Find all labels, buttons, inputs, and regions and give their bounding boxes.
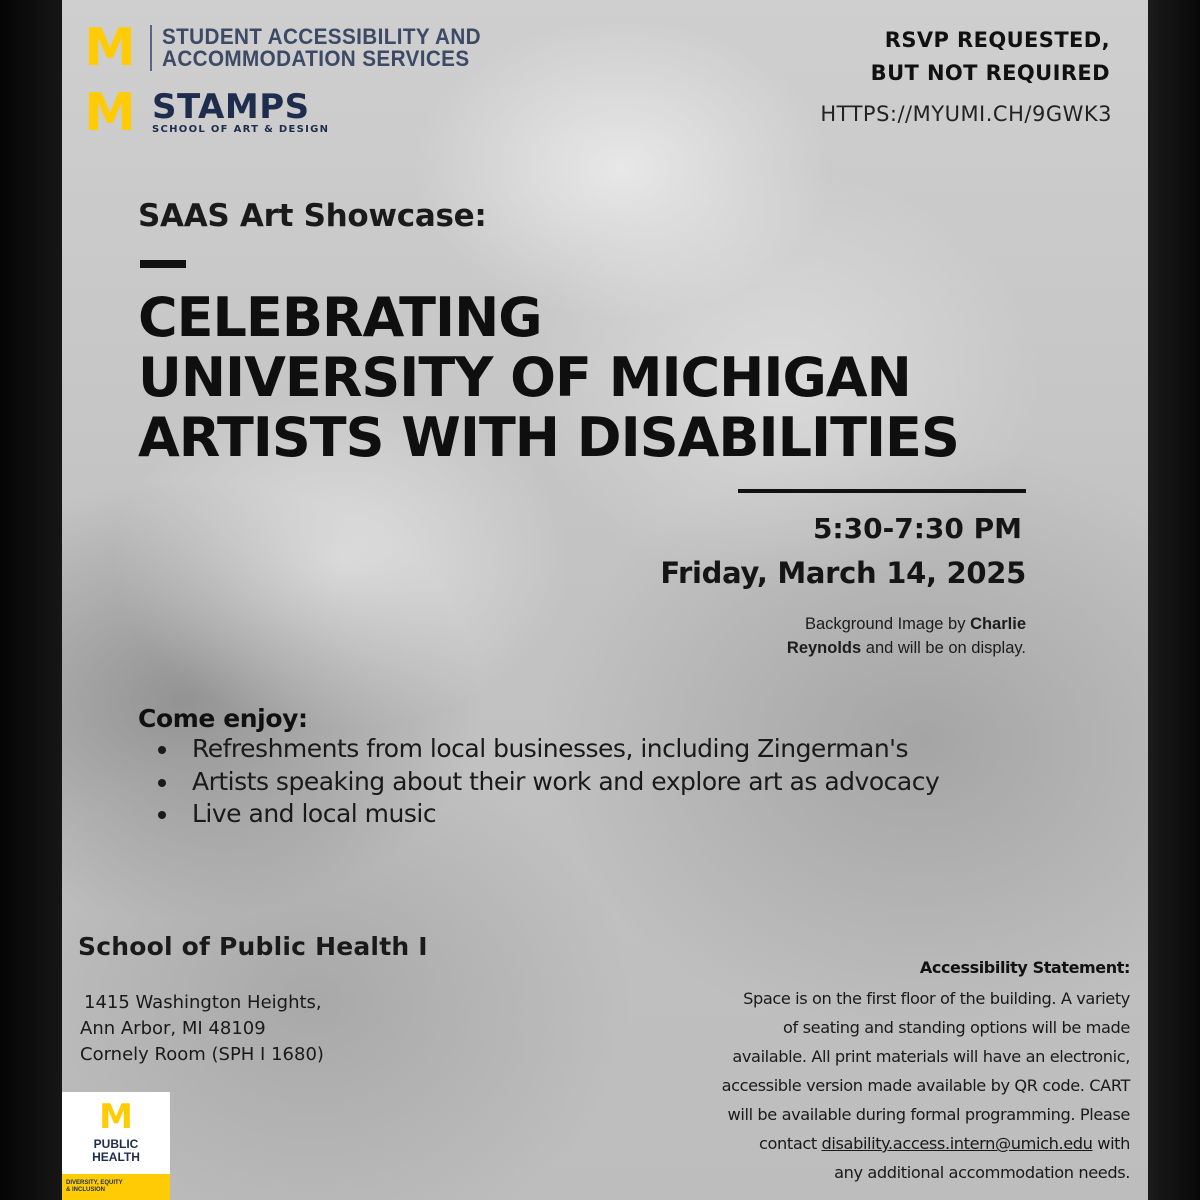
rsvp-line-1: RSVP REQUESTED, <box>884 28 1110 52</box>
public-health-wordmark <box>62 1138 170 1164</box>
address-line-1: 1415 Washington Heights, <box>84 992 322 1013</box>
contact-prefix: contact <box>759 1134 817 1153</box>
enjoy-heading: Come enjoy: <box>138 704 308 733</box>
logo-divider <box>150 25 152 71</box>
accessibility-contact-line <box>630 1129 1130 1158</box>
list-item: • Live and local music <box>180 798 939 831</box>
accessibility-line: any additional accommodation needs. <box>834 1163 1130 1182</box>
headline-line-1: CELEBRATING <box>138 286 542 349</box>
block-m-logo: M <box>99 1097 133 1137</box>
dei-line-2: & INCLUSION <box>66 1187 105 1193</box>
title-dash <box>140 260 186 268</box>
contact-email-link[interactable]: disability.access.intern@umich.edu <box>821 1134 1093 1153</box>
headline-line-2: UNIVERSITY OF MICHIGAN <box>138 346 911 409</box>
headline-rule <box>738 489 1026 493</box>
public-health-line-1: PUBLIC <box>93 1137 139 1151</box>
accessibility-title: Accessibility Statement: <box>919 958 1130 977</box>
block-m-logo: M <box>84 18 134 78</box>
public-health-line-2: HEALTH <box>92 1150 140 1164</box>
saas-wordmark <box>162 26 481 70</box>
saas-logo <box>78 18 509 78</box>
list-item: • Refreshments from local businesses, including Zingerman's <box>180 733 939 766</box>
accessibility-line: of seating and standing options will be made <box>783 1018 1130 1037</box>
right-border <box>1148 0 1200 1200</box>
accessibility-line: Space is on the first floor of the building. A variety <box>743 989 1130 1008</box>
stamps-subtitle: SCHOOL OF ART & DESIGN <box>152 124 330 135</box>
accessibility-line: available. All print materials will have an electronic, <box>732 1047 1130 1066</box>
block-m-logo: M <box>84 83 134 143</box>
enjoy-list <box>158 733 939 831</box>
left-border <box>0 0 62 1200</box>
rsvp-line-2: BUT NOT REQUIRED <box>870 61 1110 85</box>
dei-band <box>62 1174 170 1200</box>
contact-suffix: with <box>1097 1134 1130 1153</box>
event-flyer <box>62 0 1148 1200</box>
venue-name: School of Public Health I <box>78 932 428 961</box>
public-health-logo <box>62 1092 170 1200</box>
accessibility-line: accessible version made available by QR code. CART <box>721 1076 1130 1095</box>
saas-line-1: STUDENT ACCESSIBILITY AND <box>162 24 481 49</box>
stamps-logo <box>78 83 330 143</box>
event-date: Friday, March 14, 2025 <box>660 556 1026 590</box>
rsvp-notice <box>871 24 1110 90</box>
dei-line-1: DIVERSITY, EQUITY <box>66 1180 123 1186</box>
credit-suffix: and will be on display. <box>865 639 1026 657</box>
stamps-name: STAMPS <box>152 87 310 127</box>
event-headline <box>138 288 959 468</box>
headline-line-3: ARTISTS WITH DISABILITIES <box>138 406 959 469</box>
stamps-wordmark <box>152 87 330 136</box>
image-credit <box>787 612 1026 660</box>
venue-room: Cornely Room (SPH I 1680) <box>80 1044 324 1065</box>
event-subtitle: SAAS Art Showcase: <box>138 198 487 234</box>
saas-line-2: ACCOMMODATION SERVICES <box>162 46 470 71</box>
venue-address <box>80 990 324 1068</box>
address-line-2: Ann Arbor, MI 48109 <box>80 1018 266 1039</box>
rsvp-link[interactable]: HTTPS://MYUMI.CH/9GWK3 <box>820 102 1112 126</box>
accessibility-statement <box>630 984 1130 1187</box>
list-item: • Artists speaking about their work and explore art as advocacy <box>180 766 939 799</box>
event-time: 5:30-7:30 PM <box>812 512 1022 545</box>
accessibility-line: will be available during formal programming. Please <box>727 1105 1130 1124</box>
credit-artist-first: Charlie <box>970 615 1026 633</box>
credit-artist-last: Reynolds <box>786 639 862 657</box>
credit-prefix: Background Image by <box>804 615 966 633</box>
